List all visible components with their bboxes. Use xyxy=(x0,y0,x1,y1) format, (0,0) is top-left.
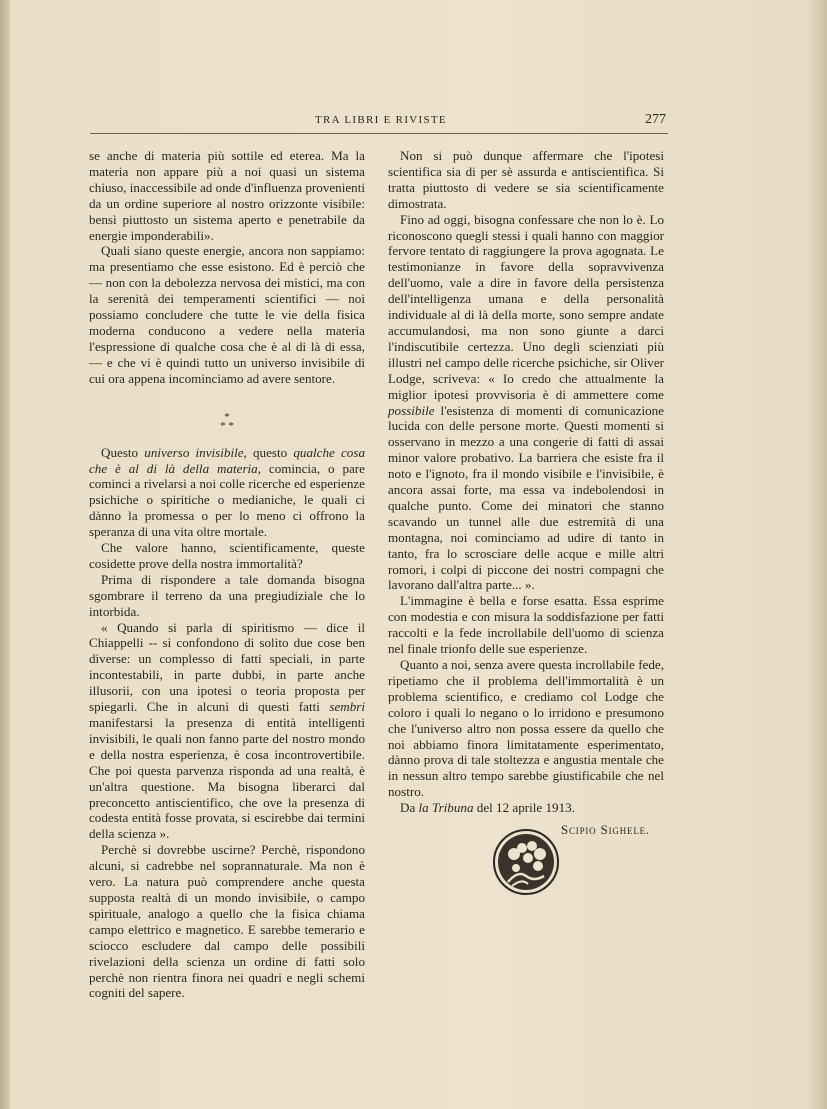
source-citation xyxy=(388,800,664,816)
paragraph: Non si può dunque affermare che l'ipotesi scientifica sia di per sè assurda e antiscientifica. Si tratta piuttosto di vedere se sia scientificamente dimostrata. xyxy=(388,148,664,211)
paragraph: Che valore hanno, scientificamente, queste cosidette prove della nostra immortalità? xyxy=(89,540,365,571)
paragraph: Quanto a noi, senza avere questa incrollabile fede, ripetiamo che il problema dell'immortalità è un problema scientifico, e crediamo col Lodge che coloro i quali lo negano o lo irridono e presumono che l'universo altro non possa essere da quello che noi abbiamo finora limitatamente esperimentato, dànno prova di tale stoltezza e angustia mentale che in nessun altro tempo sarebbe giustificabile che nel nostro. xyxy=(388,657,664,800)
paragraph: L'immagine è bella e forse esatta. Essa esprime con modestia e con misura la soddisfazione per fatti raccolti e la fede incrollabile dell'uomo di scienza nel finale trionfo delle sue esperienze. xyxy=(388,593,664,657)
page-gutter xyxy=(0,0,10,1109)
page-header xyxy=(90,112,668,132)
running-head: TRA LIBRI E RIVISTE xyxy=(315,114,447,126)
paragraph: Quali siano queste energie, ancora non sappiamo: ma presentiamo che esse esistono. Ed è perciò che — non con la debolezza nervosa dei mistici, ma con la serenità dei temperamenti scientifici — noi possiamo concludere che tutte le vie della fisica moderna conducono a vedere nella materia l'espressione di qualche cosa che è al di là di essa, — e che vi è quindi tutto un universo invisibile di cui ora appena incominciamo ad avere sentore. xyxy=(89,243,365,386)
page-number: 277 xyxy=(645,112,666,127)
italic-phrase: qualche cosa che è al di là della materia, xyxy=(89,444,365,476)
right-column xyxy=(388,148,664,838)
floral-tailpiece-icon xyxy=(492,826,560,898)
text-run: del 12 aprile 1913. xyxy=(473,800,575,816)
page-edge xyxy=(809,0,827,1109)
text-run: Da xyxy=(400,800,419,816)
text-run: « Quando si parla di spiritismo — dice il Chiappelli -- si confondono di solito due cose ben diverse: un complesso di fatti speciali, in parte incontestabili, in parte dubbi, in parte anche illusorii, con una ipotesi o teoria proposta per spiegarli. Che in alcuni di questi fatti xyxy=(89,619,365,715)
section-break-asterism xyxy=(89,410,365,432)
paragraph xyxy=(388,212,664,594)
header-rule xyxy=(90,133,668,134)
paragraph: Prima di rispondere a tale domanda bisogna sgombrare il terreno da una pregiudiziale che lo intorbida. xyxy=(89,571,365,619)
text-run: Fino ad oggi, bisogna confessare che non lo è. Lo riconoscono quegli stessi i quali hanno con maggior fervore tentato di raggiungere la prova agognata. Le testimonianze in favore della sopravvivenza dell'uomo, vale a dire in favore della persistenza dell'intelligenza umana e della personalità individuale al di là della morte, sono sempre andate accumulandosi, ma non sono giunte a darci l'indiscutibile certezza. Uno degli scienziati più illustri nel campo delle ricerche psichiche, sir Oliver Lodge, scriveva: « Io credo che attualmente la miglior ipotesi provvisoria è di ammettere come xyxy=(388,211,664,402)
text-run: questo xyxy=(246,444,294,460)
left-column xyxy=(89,148,365,1001)
text-run: Questo xyxy=(101,444,145,460)
asterism-top: * xyxy=(224,410,230,423)
paragraph xyxy=(89,620,365,843)
paragraph: se anche di materia più sottile ed eterea. Ma la materia non appare più a noi quasi un sistema chiuso, inaccessibile ad onde d'influenza provenienti da un ordine superiore al nostro orizzonte visibile: bensì piuttosto un sistema aperto e penetrabile da energie imponderabili». xyxy=(89,148,365,243)
paragraph: Perchè si dovrebbe uscirne? Perchè, rispondono alcuni, si cadrebbe nel soprannaturale. Ma non è vero. La natura può comprendere anche questa supposta realtà di un mondo invisibile, o campo spirituale, analogo a quello che la fisica chiama campo elettrico e magnetico. E sarebbe temerario e sciocco escludere dal campo delle possibili rivelazioni della scienza un ordine di fatti solo perchè non rientra finora nei quadri e negli schemi cogniti del sapere. xyxy=(89,842,365,1001)
paragraph xyxy=(89,445,365,540)
text-run: comincia, o pare cominci a rivelarsi a noi colle ricerche ed esperienze psichiche o spiritiche o medianiche, le quali ci dànno la promessa o per lo meno ci offrono la speranza di una vita oltre mortale. xyxy=(89,460,365,540)
italic-publication: la Tribuna xyxy=(418,800,474,816)
italic-word: possibile xyxy=(388,402,435,418)
text-run: l'esistenza di momenti di comunicazione lucida con delle persone morte. Questi momenti si osservano in mezzo a una congerie di fatti di assai minor valore probativo. La barriera che esiste fra il noto e l'ignoto, fra il mondo visibile e l'invisibile, è ancora assai forte, ma essa va indebolendosi in qualche punto. Come dei minatori che stanno scavando un tunnel alle due estremità di una montagna, noi cominciamo ad udire di tanto in tanto, fra lo scrosciare delle acque e mille altri romori, i colpi di piccone dei nostri compagni che lavorano dall'altra parte... ». xyxy=(388,402,664,593)
text-run: manifestarsi la presenza di entità intelligenti invisibili, le quali non fanno parte del nostro mondo e della nostra esperienza, è cosa incontrovertibile. Che poi questa parvenza risponda ad una realtà, è un'altra questione. Ma bisogna liberarci dal preconcetto antiscientifico, che ove la presenza di codesta entità fosse provata, si escirebbe dai termini della scienza ». xyxy=(89,715,365,842)
asterism-bottom: * * xyxy=(220,419,234,432)
italic-phrase: universo invisibile, xyxy=(144,444,247,460)
italic-word: sembri xyxy=(329,699,365,715)
author-signature: Scipio Sighele. xyxy=(560,822,650,838)
